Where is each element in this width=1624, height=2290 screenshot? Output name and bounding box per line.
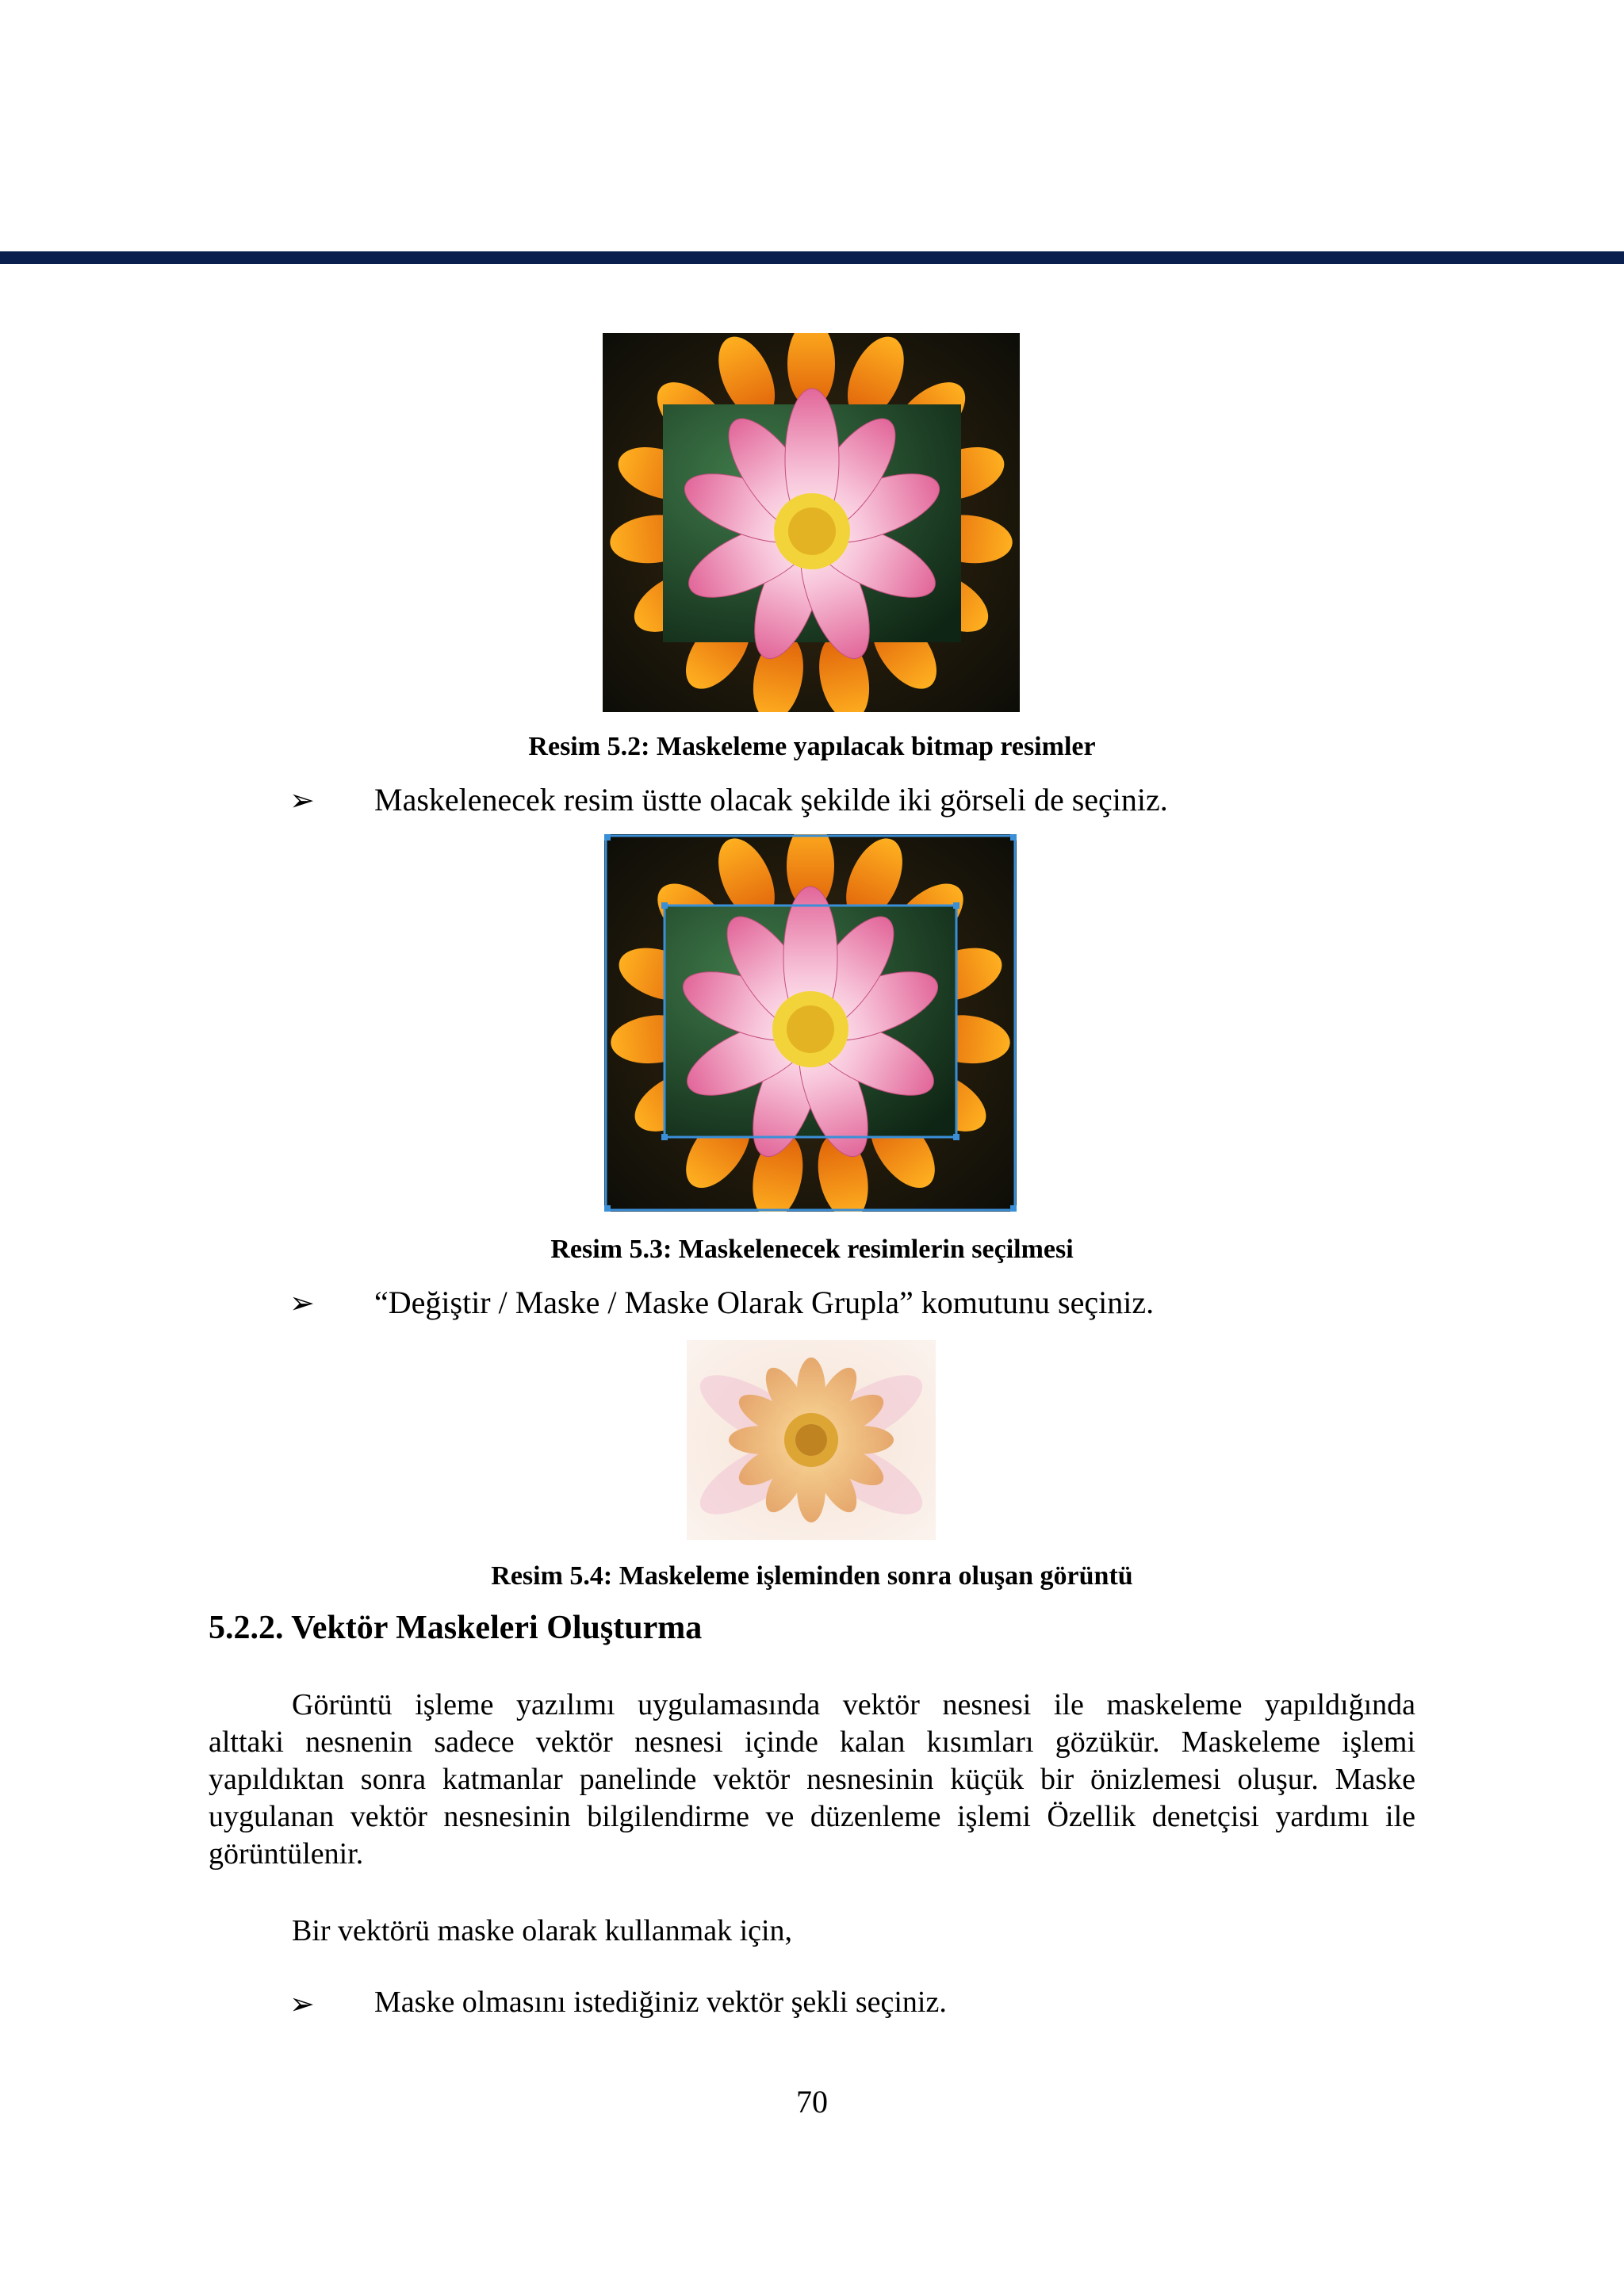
header-rule xyxy=(0,251,1624,264)
bullet-item: “Değiştir / Maske / Maske Olarak Grupla” komutunu seçiniz. xyxy=(374,1285,1155,1320)
figure-bitmap-images xyxy=(603,333,1020,712)
bullet-item: Maskelenecek resim üstte olacak şekilde iki görseli de seçiniz. xyxy=(374,782,1168,818)
figure-caption: Resim 5.4: Maskeleme işleminden sonra oluşan görüntü xyxy=(491,1561,1133,1591)
flower-composite-image xyxy=(603,333,1020,712)
paragraph-line: yapıldıktan sonra katmanlar panelinde vektör nesnesinin küçük bir önizlemesi oluşur. Maske xyxy=(209,1763,1415,1796)
bullet-arrow-icon: ➢ xyxy=(289,1287,315,1320)
figure-caption: Resim 5.2: Maskeleme yapılacak bitmap resimler xyxy=(528,732,1096,761)
paragraph-line: uygulanan vektör nesnesinin bilgilendirme ve düzenleme işlemi Özellik denetçisi yardımı ile xyxy=(209,1800,1415,1833)
bullet-arrow-icon: ➢ xyxy=(289,784,315,818)
figure-masked-result xyxy=(687,1340,936,1540)
intro-text: Bir vektörü maske olarak kullanmak için, xyxy=(292,1914,793,1947)
figure-selected-images xyxy=(604,834,1017,1212)
bullet-arrow-icon: ➢ xyxy=(289,1988,315,2021)
section-heading: 5.2.2. Vektör Maskeleri Oluşturma xyxy=(209,1610,703,1646)
paragraph-line: alttaki nesnenin sadece vektör nesnesi içinde kalan kısımları gözükür. Maskeleme işlemi xyxy=(209,1725,1415,1759)
paragraph-line: Görüntü işleme yazılımı uygulamasında vektör nesnesi ile maskeleme yapıldığında xyxy=(292,1688,1415,1721)
paragraph-line: görüntülenir. xyxy=(209,1837,364,1871)
section-paragraph xyxy=(209,1687,1415,1873)
masked-flower-image xyxy=(687,1340,936,1540)
page-number: 70 xyxy=(796,2084,828,2120)
figure-caption: Resim 5.3: Maskelenecek resimlerin seçilmesi xyxy=(550,1235,1074,1264)
selected-flower-composite-image xyxy=(604,834,1017,1212)
bullet-item: Maske olmasını istediğiniz vektör şekli seçiniz. xyxy=(374,1986,947,2019)
